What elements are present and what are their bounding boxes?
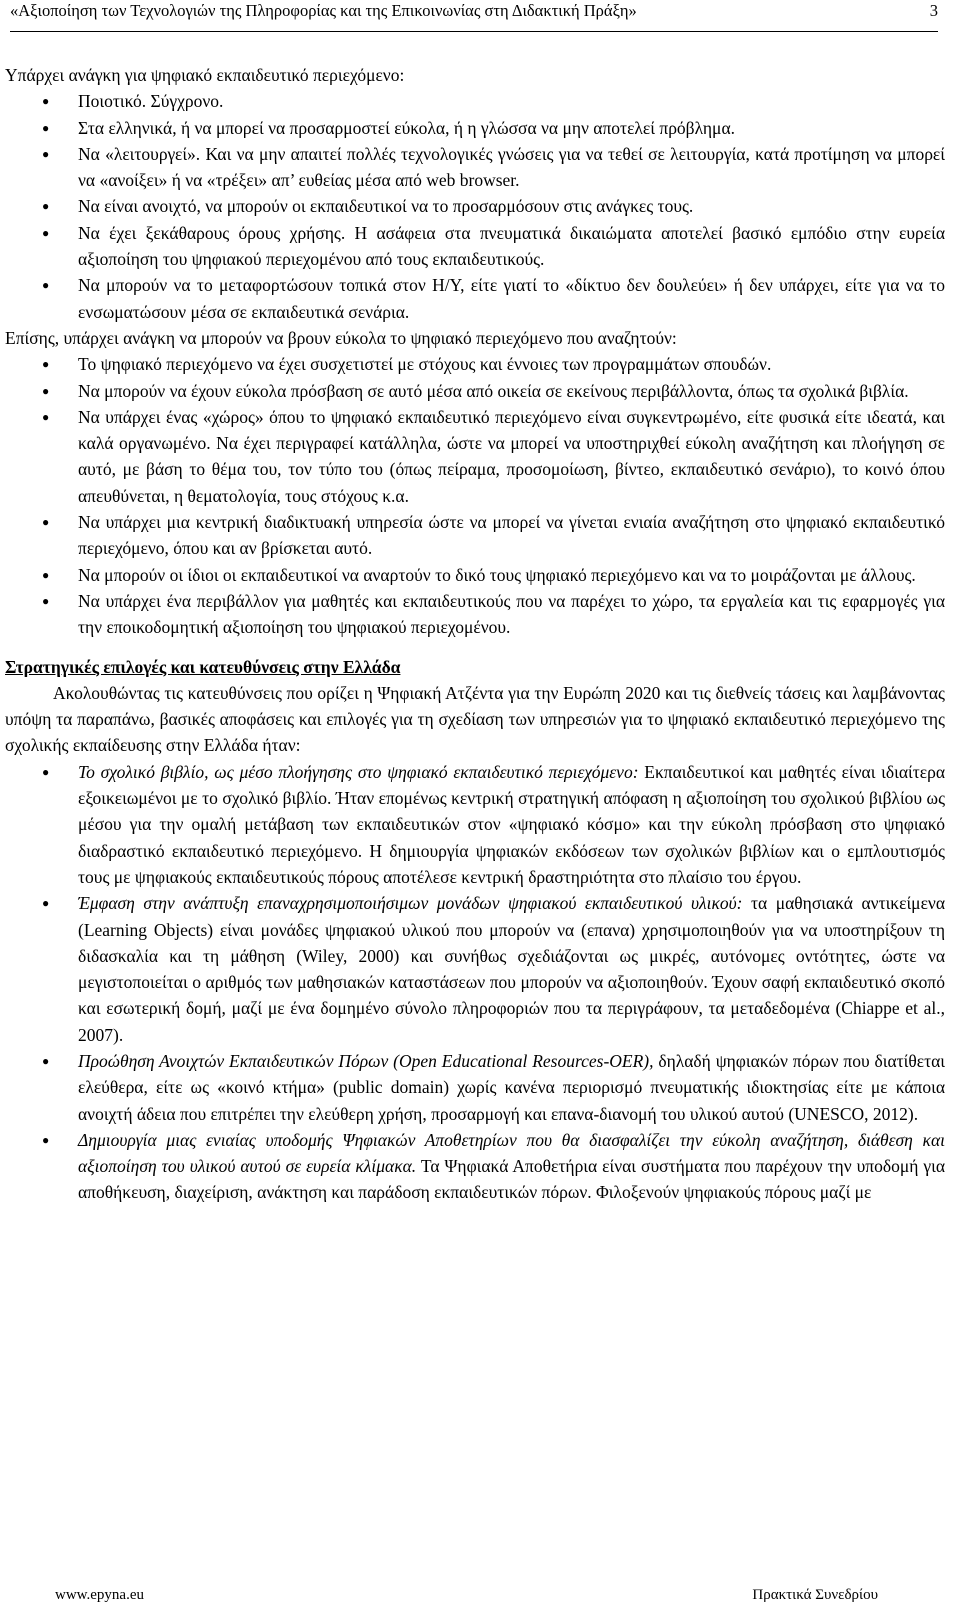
strategy-list: [5, 759, 945, 1206]
section-paragraph: Ακολουθώντας τις κατευθύνσεις που ορίζει η Ψηφιακή Ατζέντα για την Ευρώπη 2020 και τις διεθνείς τάσεις και λαμβάνοντας υπόψη τα παραπάνω, βασικές αποφάσεις και επιλογές για τη σχεδίαση των υπηρεσιών για το ψηφιακό εκπαιδευτικό περιεχόμενο της σχολικής εκπαίδευσης στην Ελλάδα ήταν:: [5, 682, 945, 756]
intro-line-2: Επίσης, υπάρχει ανάγκη να μπορούν να βρουν εύκολα το ψηφιακό περιεχόμενο που αναζητούν:: [5, 327, 677, 348]
list-item: ● Να υπάρχει ένα περιβάλλον για μαθητές και εκπαιδευτικούς που να παρέχει το χώρο, τα εργαλεία και τις εφαρμογές για την εποικοδομητική αξιοποίηση του ψηφιακού περιεχομένου.: [5, 588, 945, 641]
page-footer: [55, 1587, 878, 1604]
list-item: ● Να μπορούν να το μεταφορτώσουν τοπικά στον Η/Υ, είτε γιατί το «δίκτυο δεν δουλεύει» ή δεν υπάρχει, είτε για να το ενσωματώσουν μέσα σε εκπαιδευτικά σενάρια.: [5, 272, 945, 325]
list-item: ● Να υπάρχει ένας «χώρος» όπου το ψηφιακό εκπαιδευτικό περιεχόμενο είναι συγκεντρωμένο, είτε φυσικά είτε ιδεατά, και καλά οργανωμένο. Να έχει περιγραφεί κατάλληλα, ώστε να μπορεί να υποστηριχθεί εύκολη αναζήτηση και πλοήγηση σε αυτό, με βάση το θέμα του, τον τύπο του (όπως πείραμα, προσομοίωση, βίντεο, εκπαιδευτικό σενάριο), το κοινό όπου απευθύνεται, η θεματολογία, τους στόχους κ.α.: [5, 404, 945, 509]
list-item: ● Να «λειτουργεί». Και να μην απαιτεί πολλές τεχνολογικές γνώσεις για να τεθεί σε λειτουργία, κατά προτίμηση να μπορεί να «ανοίξει» ή να «τρέξει» απ’ ευθείας μέσα από web browser.: [5, 141, 945, 194]
search-needs-list: [5, 351, 945, 640]
item-text: Τα Ψηφιακά Αποθετήρια είναι συστήματα που παρέχουν την υποδομή για αποθήκευση, διαχείριση, ανάκτηση και παράδοση εκπαιδευτικών πόρων. Φιλοξενούν ψηφιακούς πόρους μαζί με: [78, 1156, 945, 1203]
list-item: ● Να μπορούν οι ίδιοι οι εκπαιδευτικοί να αναρτούν το δικό τους ψηφιακό περιεχόμενο και να το μοιράζονται με άλλους.: [5, 562, 945, 588]
list-item: ● Το ψηφιακό περιεχόμενο να έχει συσχετιστεί με στόχους και έννοιες των προγραμμάτων σπουδών.: [5, 351, 945, 377]
item-lead: Το σχολικό βιβλίο, ως μέσο πλοήγησης στο ψηφιακό εκπαιδευτικό περιεχόμενο:: [78, 761, 639, 782]
footer-url: www.epyna.eu: [55, 1587, 144, 1603]
intro-line: Υπάρχει ανάγκη για ψηφιακό εκπαιδευτικό περιεχόμενο:: [5, 65, 405, 85]
item-lead: Δημιουργία μιας ενιαίας υποδομής Ψηφιακών Αποθετηρίων που θα διασφαλίζει την εύκολη αναζήτηση, διάθεση και αξιοποίηση του υλικού αυτού σε ευρεία κλίμακα.: [78, 1129, 945, 1177]
list-item: [5, 1048, 945, 1127]
list-item: ● Να είναι ανοιχτό, να μπορούν οι εκπαιδευτικοί να το προσαρμόσουν στις ανάγκες τους.: [5, 193, 945, 219]
needs-list: [5, 88, 945, 325]
list-item: [5, 1127, 945, 1206]
list-item: [5, 759, 945, 890]
footer-label: Πρακτικά Συνεδρίου: [752, 1587, 878, 1603]
item-lead: Έμφαση στην ανάπτυξη επαναχρησιμοποιήσιμων μονάδων ψηφιακού εκπαιδευτικού υλικού:: [78, 893, 743, 914]
section-heading: Στρατηγικές επιλογές και κατευθύνσεις στην Ελλάδα: [5, 656, 401, 677]
list-item: ● Ποιοτικό. Σύγχρονο.: [5, 88, 945, 114]
list-item: ● Να μπορούν να έχουν εύκολα πρόσβαση σε αυτό μέσα από οικεία σε εκείνους περιβάλλοντα, όπως τα σχολικά βιβλία.: [5, 378, 945, 404]
page-number: 3: [929, 1, 938, 20]
item-text: τα μαθησιακά αντικείμενα (Learning Objects) είναι μονάδες ψηφιακού υλικού που μπορούν να (επανα) χρησιμοποιηθούν για να υποστηρίξουν τη διδασκαλία και τη μάθηση (Wiley, 2000) και συνήθως σχεδιάζονται ως μικρές, αυτόνομες οντότητες, ώστε να μεγιστοποιείται ο αριθμός των μαθησιακών καταστάσεων που μπορούν να αξιοποιηθούν. Έχουν σαφή εκπαιδευτικό σκοπό και εσωτερική δομή, μαζί με ένα δομημένο σύνολο πληροφοριών που τα περιγράφουν, τα μεταδεδομένα (Chiappe et al., 2007).: [78, 893, 945, 1045]
item-text: Εκπαιδευτικοί και μαθητές είναι ιδιαίτερα εξοικειωμένοι με το σχολικό βιβλίο. Ήταν επομένως κεντρική στρατηγική απόφαση η αξιοποίηση του σχολικού βιβλίου ως μέσου για την ομαλή μετάβαση των εκπαιδευτικών στον «ψηφιακό κόσμο» και την εύκολη πρόσβαση στο ψηφιακό διαδραστικό εκπαιδευτικό περιεχόμενο. Η δημιουργία ψηφιακών εκδόσεων των σχολικών βιβλίων και ο εμπλουτισμός τους με ψηφιακούς εκπαιδευτικούς πόρους αποτέλεσε κεντρική δραστηριότητα στο πλαίσιο του έργου.: [78, 761, 945, 887]
list-item: [5, 890, 945, 1048]
list-item: ● Στα ελληνικά, ή να μπορεί να προσαρμοστεί εύκολα, ή η γλώσσα να μην αποτελεί πρόβλημα.: [5, 115, 945, 141]
body-text: [5, 62, 945, 1206]
item-lead: Προώθηση Ανοιχτών Εκπαιδευτικών Πόρων (Open Educational Resources-OER),: [78, 1050, 654, 1071]
running-header: [10, 1, 938, 32]
item-text: δηλαδή ψηφιακών πόρων που διατίθεται ελεύθερα, είτε ως «κοινό κτήμα» (public domain) χωρίς κανένα περιορισμό πνευματικής ιδιοκτησίας είτε με κάποια ανοιχτή άδεια που επιτρέπει την ελεύθερη χρήση, προσαρμογή και επανα-διανομή του υλικού αυτού (UNESCO, 2012).: [78, 1050, 945, 1124]
list-item: ● Να έχει ξεκάθαρους όρους χρήσης. Η ασάφεια στα πνευματικά δικαιώματα αποτελεί βασικό εμπόδιο στην ευρεία αξιοποίηση του ψηφιακού περιεχομένου από τους εκπαιδευτικούς.: [5, 220, 945, 273]
header-title: «Αξιοποίηση των Τεχνολογιών της Πληροφορίας και της Επικοινωνίας στη Διδακτική Πράξη»: [10, 1, 637, 20]
list-item: ● Να υπάρχει μια κεντρική διαδικτυακή υπηρεσία ώστε να μπορεί να γίνεται ενιαία αναζήτηση στο ψηφιακό εκπαιδευτικό περιεχόμενο, όπου και αν βρίσκεται αυτό.: [5, 509, 945, 562]
